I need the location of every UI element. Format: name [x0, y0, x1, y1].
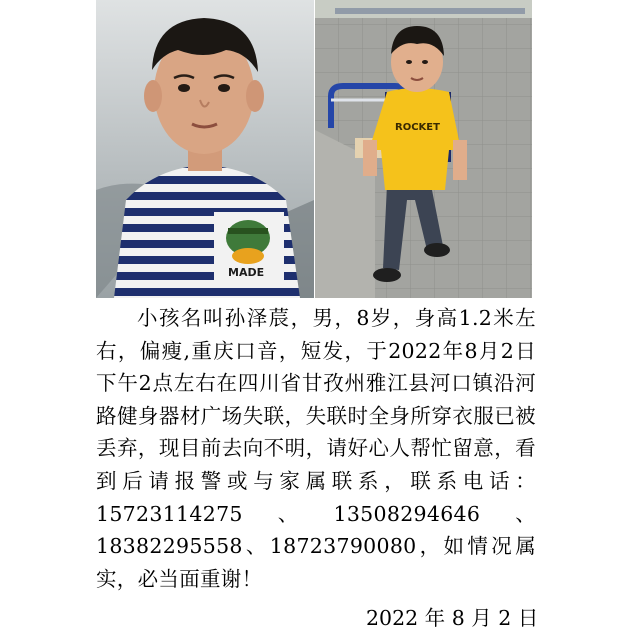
- child-fullbody-illustration: [315, 0, 532, 298]
- notice-body: 小孩名叫孙泽莀，男，8岁，身高1.2米左右，偏瘦,重庆口音，短发，于2022年8月2日下午2点左右在四川省甘孜州雅江县河口镇沿河路健身器材广场失联，失联时全身所穿衣服已被丢弃，现目前去向不明，请好心人帮忙留意，看到后请报警或与家属联系，联系电话：15723114275、13508294646、18382295558、18723790080，如情况属实，必当面重谢！: [96, 306, 536, 591]
- child-photo-fullbody: [315, 0, 532, 298]
- shirt-graphic-text: ROCKET: [395, 122, 440, 133]
- child-photo-closeup: [96, 0, 314, 298]
- shirt-graphic-text: MADE: [228, 266, 265, 279]
- child-closeup-illustration: [96, 0, 314, 298]
- notice-date: 2022 年 8 月 2 日: [366, 606, 539, 630]
- missing-child-notice: [96, 302, 536, 595]
